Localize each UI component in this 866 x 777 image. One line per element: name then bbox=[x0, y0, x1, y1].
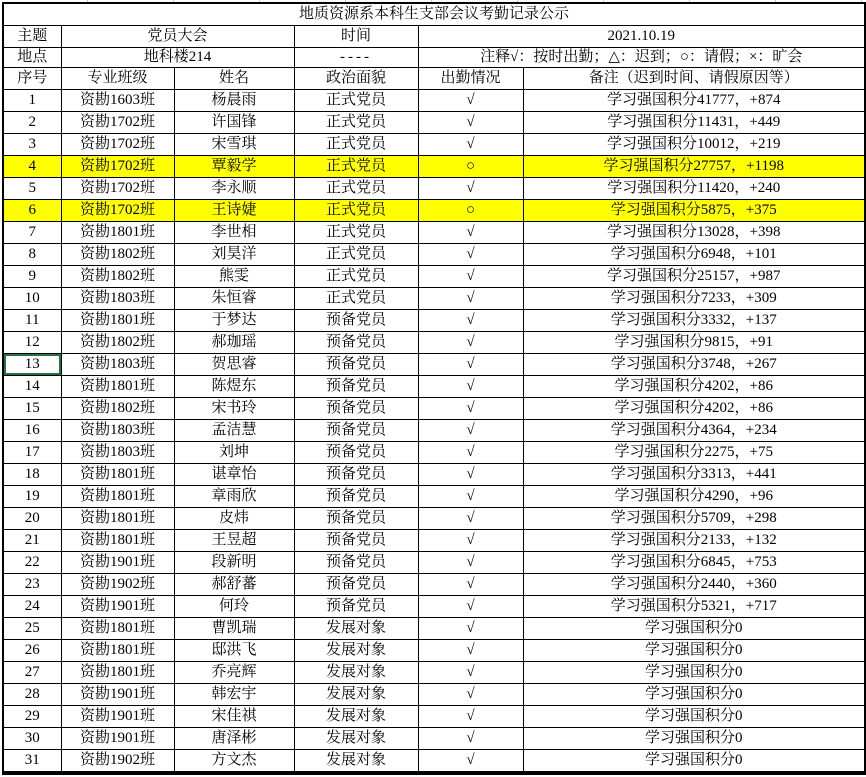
table-row bbox=[3, 639, 865, 661]
cell-class[interactable]: 资勘1801班 bbox=[61, 309, 174, 331]
col-header-status[interactable]: 政治面貌 bbox=[294, 67, 418, 89]
cell-status[interactable]: 预备党员 bbox=[294, 573, 418, 595]
cell-no[interactable]: 26 bbox=[3, 639, 61, 661]
cell-remark[interactable]: 学习强国积分2440，+360 bbox=[523, 573, 865, 595]
cell-attendance[interactable]: √ bbox=[418, 353, 523, 375]
cell-name[interactable]: 宋书玲 bbox=[174, 397, 294, 419]
cell-name[interactable]: 乔亮辉 bbox=[174, 661, 294, 683]
cell-no[interactable]: 3 bbox=[3, 133, 61, 155]
cell-no[interactable]: 2 bbox=[3, 111, 61, 133]
cell-class[interactable]: 资勘1702班 bbox=[61, 177, 174, 199]
cell-attendance[interactable]: √ bbox=[418, 727, 523, 749]
cell-status[interactable]: 正式党员 bbox=[294, 287, 418, 309]
cell-attendance[interactable]: √ bbox=[418, 287, 523, 309]
cell-status[interactable]: 预备党员 bbox=[294, 309, 418, 331]
cell-no[interactable]: 15 bbox=[3, 397, 61, 419]
cell-remark[interactable]: 学习强国积分3332，+137 bbox=[523, 309, 865, 331]
subject-value-cell[interactable]: 党员大会 bbox=[61, 26, 294, 48]
cell-attendance[interactable]: √ bbox=[418, 551, 523, 573]
cell-name[interactable]: 皮炜 bbox=[174, 507, 294, 529]
cell-class[interactable]: 资勘1702班 bbox=[61, 199, 174, 221]
cell-attendance[interactable]: √ bbox=[418, 221, 523, 243]
table-row bbox=[3, 705, 865, 727]
cell-name[interactable]: 郝舒蕃 bbox=[174, 573, 294, 595]
cell-remark[interactable]: 学习强国积分3748，+267 bbox=[523, 353, 865, 375]
cell-status[interactable]: 预备党员 bbox=[294, 595, 418, 617]
table-row bbox=[3, 111, 865, 133]
cell-attendance[interactable]: √ bbox=[418, 397, 523, 419]
cell-remark[interactable]: 学习强国积分2275，+75 bbox=[523, 441, 865, 463]
cell-no[interactable]: 16 bbox=[3, 419, 61, 441]
cell-remark[interactable]: 学习强国积分0 bbox=[523, 683, 865, 705]
cell-no[interactable]: 19 bbox=[3, 485, 61, 507]
cell-class[interactable]: 资勘1803班 bbox=[61, 441, 174, 463]
cell-remark[interactable]: 学习强国积分0 bbox=[523, 617, 865, 639]
cell-attendance[interactable]: √ bbox=[418, 133, 523, 155]
cell-class[interactable]: 资勘1801班 bbox=[61, 507, 174, 529]
table-row bbox=[3, 749, 865, 773]
cell-remark[interactable]: 学习强国积分4364，+234 bbox=[523, 419, 865, 441]
cell-class[interactable]: 资勘1802班 bbox=[61, 265, 174, 287]
cell-class[interactable]: 资勘1603班 bbox=[61, 89, 174, 111]
cell-attendance[interactable]: √ bbox=[418, 639, 523, 661]
cell-name[interactable]: 陈煜东 bbox=[174, 375, 294, 397]
table-row bbox=[3, 485, 865, 507]
cell-attendance[interactable]: √ bbox=[418, 529, 523, 551]
cell-attendance[interactable]: √ bbox=[418, 375, 523, 397]
cell-name[interactable]: 唐泽彬 bbox=[174, 727, 294, 749]
cell-status[interactable]: 发展对象 bbox=[294, 639, 418, 661]
location-legend-row bbox=[3, 48, 865, 68]
cell-name[interactable]: 宋佳祺 bbox=[174, 705, 294, 727]
table-row bbox=[3, 507, 865, 529]
cell-status[interactable]: 预备党员 bbox=[294, 551, 418, 573]
cell-attendance[interactable]: √ bbox=[418, 243, 523, 265]
table-row bbox=[3, 89, 865, 111]
cell-remark[interactable]: 学习强国积分27757，+1198 bbox=[523, 155, 865, 177]
cell-name[interactable]: 刘昊洋 bbox=[174, 243, 294, 265]
cell-status[interactable]: 正式党员 bbox=[294, 265, 418, 287]
col-header-class[interactable]: 专业班级 bbox=[61, 67, 174, 89]
subject-time-row bbox=[3, 26, 865, 48]
cell-attendance[interactable]: √ bbox=[418, 661, 523, 683]
cell-class[interactable]: 资勘1801班 bbox=[61, 661, 174, 683]
cell-name[interactable]: 章雨欣 bbox=[174, 485, 294, 507]
cell-remark[interactable]: 学习强国积分7233，+309 bbox=[523, 287, 865, 309]
cell-status[interactable]: 预备党员 bbox=[294, 463, 418, 485]
subject-label[interactable]: 主题 bbox=[3, 26, 61, 48]
cell-no[interactable]: 5 bbox=[3, 177, 61, 199]
cell-status[interactable]: 预备党员 bbox=[294, 529, 418, 551]
table-row bbox=[3, 243, 865, 265]
cell-attendance[interactable]: √ bbox=[418, 111, 523, 133]
cell-no[interactable]: 20 bbox=[3, 507, 61, 529]
cell-no[interactable]: 7 bbox=[3, 221, 61, 243]
cell-name[interactable]: 覃毅学 bbox=[174, 155, 294, 177]
table-row bbox=[3, 661, 865, 683]
cell-no[interactable]: 29 bbox=[3, 705, 61, 727]
cell-status[interactable]: 预备党员 bbox=[294, 441, 418, 463]
cell-no[interactable]: 27 bbox=[3, 661, 61, 683]
table-row bbox=[3, 221, 865, 243]
cell-status[interactable]: 正式党员 bbox=[294, 199, 418, 221]
table-row bbox=[3, 155, 865, 177]
table-row bbox=[3, 199, 865, 221]
cell-attendance[interactable]: √ bbox=[418, 749, 523, 773]
cell-name[interactable]: 熊雯 bbox=[174, 265, 294, 287]
cell-attendance[interactable]: √ bbox=[418, 595, 523, 617]
table-row bbox=[3, 529, 865, 551]
table-row bbox=[3, 133, 865, 155]
cell-class[interactable]: 资勘1801班 bbox=[61, 617, 174, 639]
page-title: 地质资源系本科生支部会议考勤记录公示 bbox=[3, 3, 865, 26]
cell-name[interactable]: 刘坤 bbox=[174, 441, 294, 463]
cell-class[interactable]: 资勘1801班 bbox=[61, 221, 174, 243]
cell-name[interactable]: 王昱超 bbox=[174, 529, 294, 551]
table-row bbox=[3, 683, 865, 705]
cell-status[interactable]: 发展对象 bbox=[294, 705, 418, 727]
cell-attendance[interactable]: √ bbox=[418, 617, 523, 639]
table-row bbox=[3, 397, 865, 419]
cell-class[interactable]: 资勘1801班 bbox=[61, 529, 174, 551]
cell-name[interactable]: 于梦达 bbox=[174, 309, 294, 331]
cell-name[interactable]: 方文杰 bbox=[174, 749, 294, 773]
top-gridline-stub bbox=[2, 0, 864, 2]
cell-no[interactable]: 22 bbox=[3, 551, 61, 573]
cell-name[interactable]: 李世相 bbox=[174, 221, 294, 243]
table-row bbox=[3, 419, 865, 441]
cell-class[interactable]: 资勘1803班 bbox=[61, 419, 174, 441]
time-label[interactable]: 时间 bbox=[294, 26, 418, 48]
cell-no[interactable]: 28 bbox=[3, 683, 61, 705]
cell-remark[interactable]: 学习强国积分4202，+86 bbox=[523, 397, 865, 419]
cell-attendance[interactable]: √ bbox=[418, 331, 523, 353]
cell-class[interactable]: 资勘1801班 bbox=[61, 463, 174, 485]
table-row bbox=[3, 331, 865, 353]
cell-attendance[interactable]: ○ bbox=[418, 155, 523, 177]
col-header-attendance[interactable]: 出勤情况 bbox=[418, 67, 523, 89]
cell-status[interactable]: 预备党员 bbox=[294, 485, 418, 507]
cell-no[interactable]: 11 bbox=[3, 309, 61, 331]
cell-class[interactable]: 资勘1801班 bbox=[61, 375, 174, 397]
cell-no[interactable]: 17 bbox=[3, 441, 61, 463]
table-row bbox=[3, 463, 865, 485]
table-row bbox=[3, 595, 865, 617]
cell-no[interactable]: 18 bbox=[3, 463, 61, 485]
cell-status[interactable]: 发展对象 bbox=[294, 617, 418, 639]
cell-remark[interactable]: 学习强国积分11431，+449 bbox=[523, 111, 865, 133]
column-header-row bbox=[3, 67, 865, 89]
cell-status[interactable]: 发展对象 bbox=[294, 727, 418, 749]
cell-name[interactable]: 李永顺 bbox=[174, 177, 294, 199]
cell-no[interactable]: 10 bbox=[3, 287, 61, 309]
cell-remark[interactable]: 学习强国积分4290，+96 bbox=[523, 485, 865, 507]
cell-attendance[interactable]: √ bbox=[418, 573, 523, 595]
cell-attendance[interactable]: √ bbox=[418, 177, 523, 199]
cell-remark[interactable]: 学习强国积分0 bbox=[523, 661, 865, 683]
cell-remark[interactable]: 学习强国积分3313，+441 bbox=[523, 463, 865, 485]
cell-attendance[interactable]: √ bbox=[418, 683, 523, 705]
cell-attendance[interactable]: √ bbox=[418, 265, 523, 287]
cell-status[interactable]: 预备党员 bbox=[294, 419, 418, 441]
cell-class[interactable]: 资勘1901班 bbox=[61, 705, 174, 727]
cell-remark[interactable]: 学习强国积分9815，+91 bbox=[523, 331, 865, 353]
cell-name[interactable]: 朱恒睿 bbox=[174, 287, 294, 309]
cell-class[interactable]: 资勘1702班 bbox=[61, 155, 174, 177]
cell-remark[interactable]: 学习强国积分5709，+298 bbox=[523, 507, 865, 529]
cell-attendance[interactable]: ○ bbox=[418, 199, 523, 221]
cell-status[interactable]: 正式党员 bbox=[294, 221, 418, 243]
cell-remark[interactable]: 学习强国积分5321，+717 bbox=[523, 595, 865, 617]
cell-name[interactable]: 杨晨雨 bbox=[174, 89, 294, 111]
table-row bbox=[3, 287, 865, 309]
cell-status[interactable]: 预备党员 bbox=[294, 375, 418, 397]
cell-name[interactable]: 韩宏宇 bbox=[174, 683, 294, 705]
cell-class[interactable]: 资勘1901班 bbox=[61, 551, 174, 573]
cell-remark[interactable]: 学习强国积分0 bbox=[523, 705, 865, 727]
cell-status[interactable]: 正式党员 bbox=[294, 89, 418, 111]
cell-class[interactable]: 资勘1801班 bbox=[61, 639, 174, 661]
cell-no[interactable]: 6 bbox=[3, 199, 61, 221]
cell-status[interactable]: 正式党员 bbox=[294, 155, 418, 177]
table-row bbox=[3, 617, 865, 639]
cell-attendance[interactable]: √ bbox=[418, 89, 523, 111]
cell-no[interactable]: 1 bbox=[3, 89, 61, 111]
cell-status[interactable]: 发展对象 bbox=[294, 749, 418, 773]
cell-name[interactable]: 许国锋 bbox=[174, 111, 294, 133]
cell-no[interactable]: 12 bbox=[3, 331, 61, 353]
col-header-remark[interactable]: 备注（迟到时间、请假原因等） bbox=[523, 67, 865, 89]
cell-no[interactable]: 31 bbox=[3, 749, 61, 773]
cell-class[interactable]: 资勘1901班 bbox=[61, 727, 174, 749]
cell-status[interactable]: 正式党员 bbox=[294, 243, 418, 265]
cell-class[interactable]: 资勘1802班 bbox=[61, 331, 174, 353]
cell-class[interactable]: 资勘1901班 bbox=[61, 683, 174, 705]
time-value-cell[interactable]: 2021.10.19 bbox=[418, 26, 865, 48]
table-row bbox=[3, 727, 865, 749]
table-row bbox=[3, 353, 865, 375]
cell-status[interactable]: 发展对象 bbox=[294, 661, 418, 683]
table-row bbox=[3, 375, 865, 397]
col-header-name[interactable]: 姓名 bbox=[174, 67, 294, 89]
cell-remark[interactable]: 学习强国积分10012，+219 bbox=[523, 133, 865, 155]
cell-remark[interactable]: 学习强国积分5875，+375 bbox=[523, 199, 865, 221]
title-row bbox=[3, 3, 865, 26]
cell-attendance[interactable]: √ bbox=[418, 485, 523, 507]
attendance-table bbox=[2, 2, 866, 775]
cell-no[interactable]: 30 bbox=[3, 727, 61, 749]
cell-class[interactable]: 资勘1901班 bbox=[61, 595, 174, 617]
cell-class[interactable]: 资勘1801班 bbox=[61, 485, 174, 507]
table-body bbox=[3, 89, 865, 773]
cell-class[interactable]: 资勘1702班 bbox=[61, 111, 174, 133]
cell-remark[interactable]: 学习强国积分0 bbox=[523, 639, 865, 661]
col-header-no[interactable]: 序号 bbox=[3, 67, 61, 89]
cell-class[interactable]: 资勘1803班 bbox=[61, 287, 174, 309]
cell-no[interactable]: 13 bbox=[3, 353, 61, 375]
cell-name[interactable]: 孟洁慧 bbox=[174, 419, 294, 441]
location-label[interactable]: 地点 bbox=[3, 48, 61, 68]
cell-no[interactable]: 23 bbox=[3, 573, 61, 595]
cell-status[interactable]: 预备党员 bbox=[294, 507, 418, 529]
cell-status[interactable]: 正式党员 bbox=[294, 133, 418, 155]
cell-remark[interactable]: 学习强国积分11420，+240 bbox=[523, 177, 865, 199]
table-row bbox=[3, 177, 865, 199]
cell-status[interactable]: 预备党员 bbox=[294, 397, 418, 419]
cell-name[interactable]: 宋雪琪 bbox=[174, 133, 294, 155]
cell-remark[interactable]: 学习强国积分41777，+874 bbox=[523, 89, 865, 111]
cell-name[interactable]: 郝珈瑶 bbox=[174, 331, 294, 353]
cell-no[interactable]: 4 bbox=[3, 155, 61, 177]
cell-name[interactable]: 贺思睿 bbox=[174, 353, 294, 375]
cell-status[interactable]: 预备党员 bbox=[294, 353, 418, 375]
cell-name[interactable]: 段新明 bbox=[174, 551, 294, 573]
table-row bbox=[3, 265, 865, 287]
cell-name[interactable]: 曹凯瑞 bbox=[174, 617, 294, 639]
cell-name[interactable]: 王诗婕 bbox=[174, 199, 294, 221]
cell-remark[interactable]: 学习强国积分13028，+398 bbox=[523, 221, 865, 243]
cell-status[interactable]: 正式党员 bbox=[294, 177, 418, 199]
table-row bbox=[3, 309, 865, 331]
cell-remark[interactable]: 学习强国积分25157，+987 bbox=[523, 265, 865, 287]
cell-name[interactable]: 邸洪飞 bbox=[174, 639, 294, 661]
cell-class[interactable]: 资勘1702班 bbox=[61, 133, 174, 155]
cell-no[interactable]: 24 bbox=[3, 595, 61, 617]
cell-status[interactable]: 发展对象 bbox=[294, 683, 418, 705]
cell-no[interactable]: 9 bbox=[3, 265, 61, 287]
cell-status[interactable]: 正式党员 bbox=[294, 111, 418, 133]
cell-no[interactable]: 8 bbox=[3, 243, 61, 265]
cell-remark[interactable]: 学习强国积分0 bbox=[523, 727, 865, 749]
dash-placeholder-cell[interactable]: ---- bbox=[294, 48, 418, 68]
cell-attendance[interactable]: √ bbox=[418, 507, 523, 529]
cell-remark[interactable]: 学习强国积分0 bbox=[523, 749, 865, 773]
cell-name[interactable]: 何玲 bbox=[174, 595, 294, 617]
cell-attendance[interactable]: √ bbox=[418, 441, 523, 463]
table-row bbox=[3, 441, 865, 463]
cell-remark[interactable]: 学习强国积分4202，+86 bbox=[523, 375, 865, 397]
cell-class[interactable]: 资勘1902班 bbox=[61, 749, 174, 773]
cell-no[interactable]: 14 bbox=[3, 375, 61, 397]
table-row bbox=[3, 573, 865, 595]
cell-attendance[interactable]: √ bbox=[418, 705, 523, 727]
cell-remark[interactable]: 学习强国积分2133，+132 bbox=[523, 529, 865, 551]
attendance-legend[interactable]: 注释√：按时出勤；△：迟到；○：请假；×：旷会 bbox=[418, 48, 865, 68]
cell-attendance[interactable]: √ bbox=[418, 463, 523, 485]
location-value-cell[interactable]: 地科楼214 bbox=[61, 48, 294, 68]
table-row bbox=[3, 551, 865, 573]
cell-attendance[interactable]: √ bbox=[418, 419, 523, 441]
cell-attendance[interactable]: √ bbox=[418, 309, 523, 331]
cell-class[interactable]: 资勘1902班 bbox=[61, 573, 174, 595]
cell-no[interactable]: 25 bbox=[3, 617, 61, 639]
cell-name[interactable]: 谌章怡 bbox=[174, 463, 294, 485]
cell-class[interactable]: 资勘1802班 bbox=[61, 397, 174, 419]
cell-remark[interactable]: 学习强国积分6948，+101 bbox=[523, 243, 865, 265]
cell-status[interactable]: 预备党员 bbox=[294, 331, 418, 353]
cell-no[interactable]: 21 bbox=[3, 529, 61, 551]
cell-class[interactable]: 资勘1803班 bbox=[61, 353, 174, 375]
cell-remark[interactable]: 学习强国积分6845，+753 bbox=[523, 551, 865, 573]
cell-class[interactable]: 资勘1802班 bbox=[61, 243, 174, 265]
